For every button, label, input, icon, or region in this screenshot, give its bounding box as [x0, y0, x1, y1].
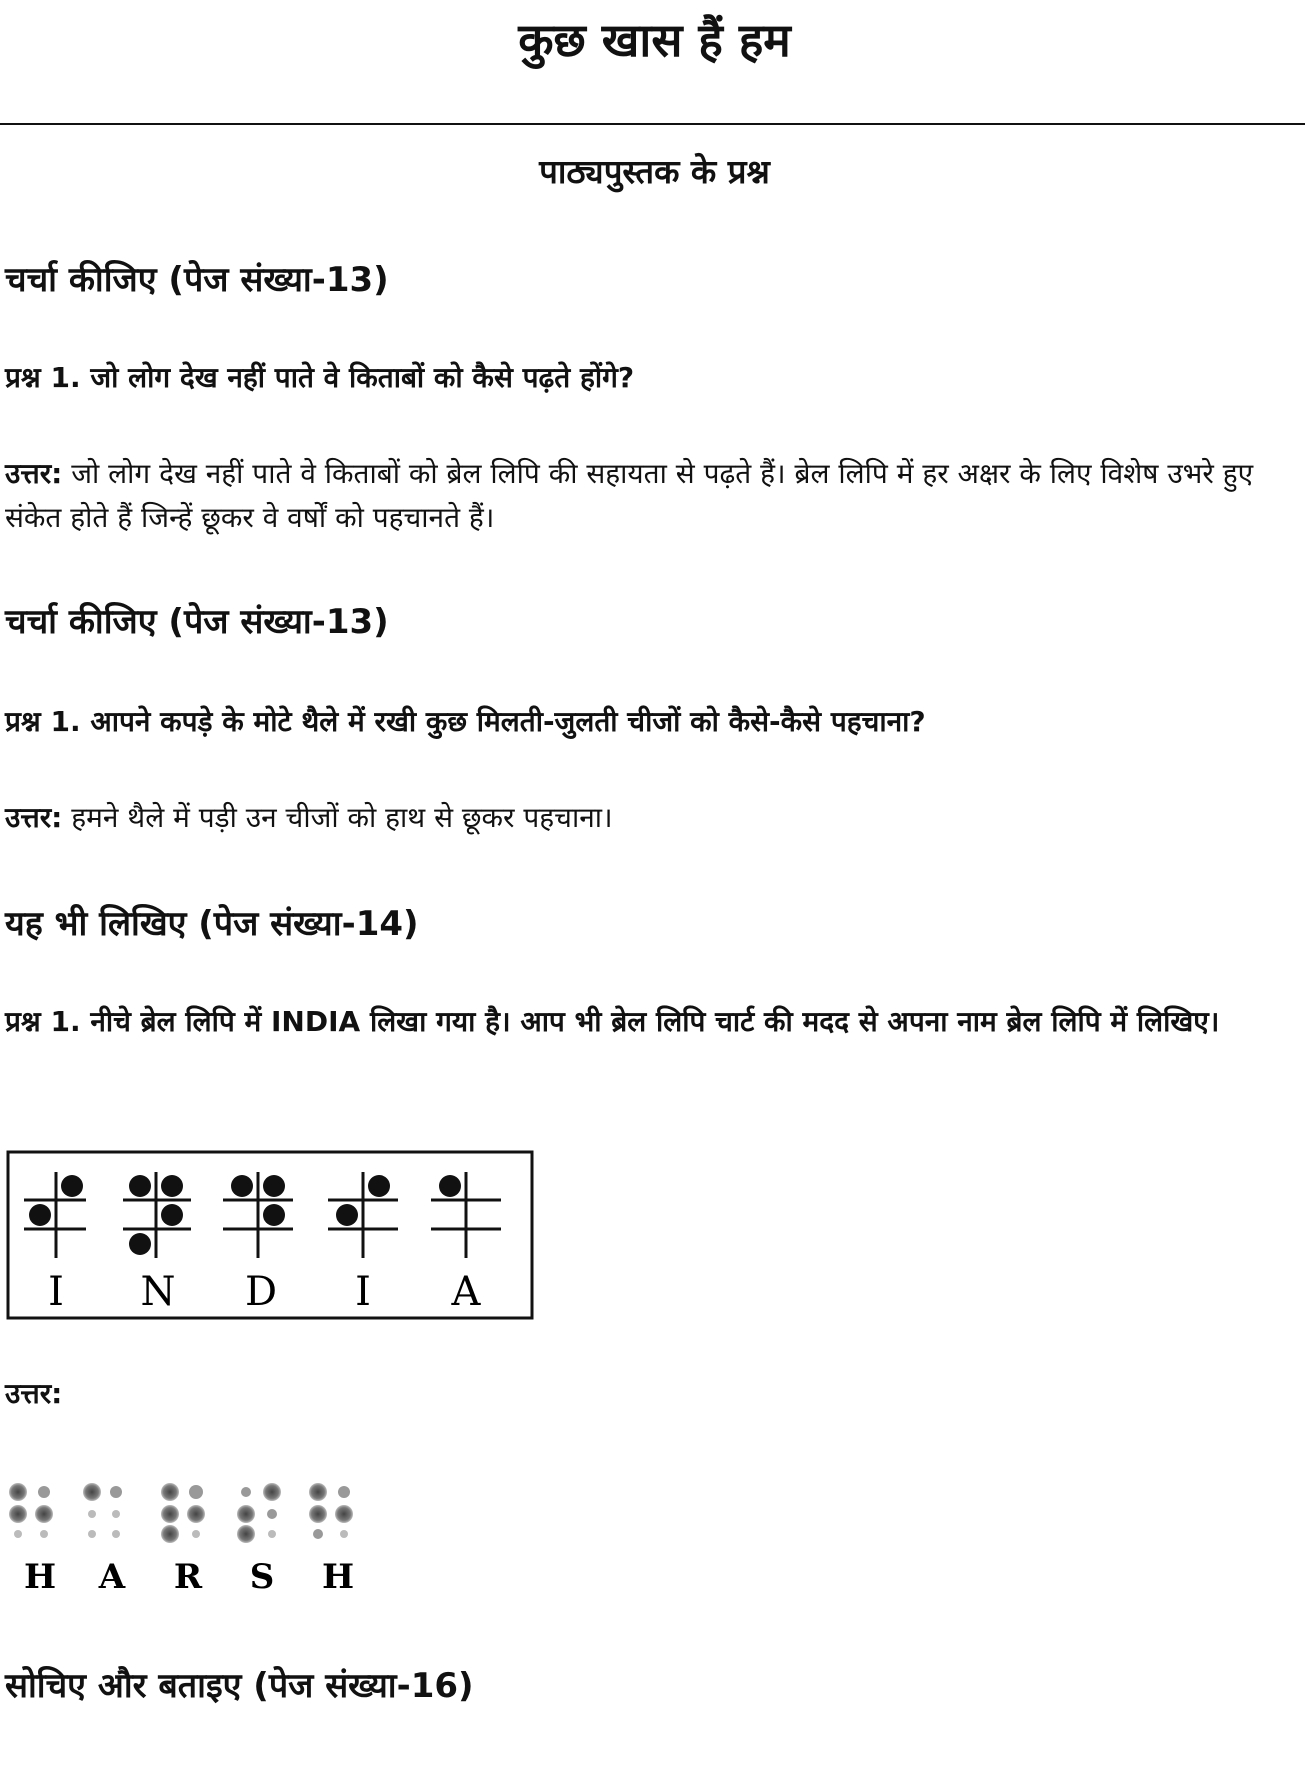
chapter-title: कुछ खास हैं हम: [518, 13, 791, 67]
question-1: प्रश्न 1. जो लोग देख नहीं पाते वे किताबों को कैसे पढ़ते होंगे?: [5, 361, 635, 394]
question-3: प्रश्न 1. नीचे ब्रेल लिपि में INDIA लिखा गया है। आप भी ब्रेल लिपि चार्ट की मदद से अपना नाम ब्रेल लिपि में लिखिए।: [5, 1005, 1220, 1038]
braille-india-letter-3: D: [244, 1269, 278, 1315]
answer-1: [5, 452, 1300, 540]
braille-cell-s: [237, 1483, 281, 1597]
braille-cell-a-dotted: [83, 1483, 126, 1597]
answer-label-2: उत्तर:: [5, 801, 63, 834]
braille-india-figure: [6, 1150, 534, 1320]
answer-2: [5, 796, 1300, 840]
braille-harsh-figure: [0, 1470, 380, 1600]
section-heading-3: यह भी लिखिए (पेज संख्या-14): [5, 904, 419, 944]
braille-india-letter-4: I: [355, 1269, 371, 1315]
question-2: प्रश्न 1. आपने कपड़े के मोटे थैले में रखी कुछ मिलती-जुलती चीजों को कैसे-कैसे पहचाना?: [5, 705, 926, 738]
braille-cell-r: [161, 1483, 205, 1597]
braille-harsh-letter-5: H: [321, 1557, 355, 1597]
answer-label-3: उत्तर:: [5, 1377, 63, 1410]
braille-harsh-letter-1: H: [23, 1557, 57, 1597]
answer-3: [5, 1372, 1300, 1416]
subtitle: पाठ्यपुस्तक के प्रश्न: [539, 152, 770, 191]
section-heading-1: चर्चा कीजिए (पेज संख्या-13): [5, 260, 389, 300]
braille-harsh-letter-3: R: [173, 1557, 203, 1597]
braille-india-letter-1: I: [48, 1269, 64, 1315]
braille-cell-h: [9, 1483, 56, 1597]
braille-india-letter-2: N: [140, 1269, 176, 1315]
section-heading-2: चर्चा कीजिए (पेज संख्या-13): [5, 602, 389, 642]
answer-text-1: जो लोग देख नहीं पाते वे किताबों को ब्रेल लिपि की सहायता से पढ़ते हैं। ब्रेल लिपि में हर अक्षर के लिए विशेष उभरे हुए संकेत होते हैं जिन्हें छूकर वे वर्षों को पहचानते हैं।: [5, 457, 1254, 534]
answer-label-1: उत्तर:: [5, 457, 63, 490]
braille-cell-h-2: [309, 1483, 354, 1597]
answer-text-2: हमने थैले में पड़ी उन चीजों को हाथ से छूकर पहचाना।: [71, 801, 613, 834]
braille-harsh-letter-4: S: [249, 1557, 275, 1597]
braille-harsh-letter-2: A: [98, 1557, 126, 1597]
section-heading-4: सोचिए और बताइए (पेज संख्या-16): [5, 1666, 474, 1706]
title-divider: [0, 123, 1305, 125]
braille-india-letter-5: A: [451, 1269, 481, 1315]
